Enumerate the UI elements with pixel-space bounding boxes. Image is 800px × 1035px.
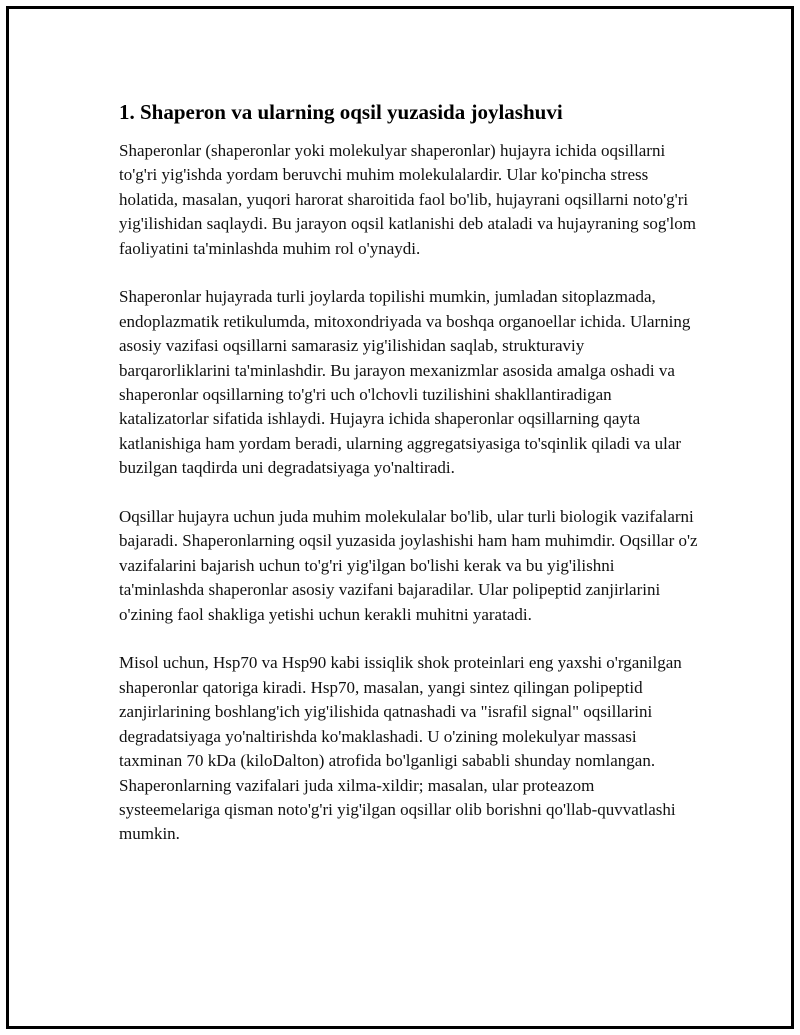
paragraph-4: Misol uchun, Hsp70 va Hsp90 kabi issiqlik shok proteinlari eng yaxshi o'rganilgan shaperonlar qatoriga kiradi. Hsp70, masalan, yangi sintez qilingan polipeptid zanjirlarining boshlang'ich yig'ilishida qatnashadi va "israfil signal" oqsillarini degradatsiyaga yo'naltirishda ko'maklashadi. U o'zining molekulyar massasi taxminan 70 kDa (kiloDalton) atrofida bo'lganligi sababli shunday nomlangan. Shaperonlarning vazifalari juda xilma-xildir; masalan, ular proteazom systeemelariga qisman noto'g'ri yig'ilgan oqsillar olib borishni qo'llab-quvvatlashi mumkin. [119, 653, 682, 844]
paragraph-1: Shaperonlar (shaperonlar yoki molekulyar shaperonlar) hujayra ichida oqsillarni to'g'ri yig'ishda yordam beruvchi muhim molekulalardir. Ular ko'pincha stress holatida, masalan, yuqori harorat sharoitida faol bo'lib, hujayrani oqsillarni noto'g'ri yig'ilishidan saqlaydi. Bu jarayon oqsil katlanishi deb ataladi va hujayraning sog'lom faoliyatini ta'minlashda muhim rol o'ynaydi. [119, 141, 696, 258]
page-frame [6, 6, 794, 1029]
document-body [119, 99, 699, 847]
section-heading: 1. Shaperon va ularning oqsil yuzasida joylashuvi [119, 100, 563, 124]
paragraph-2: Shaperonlar hujayrada turli joylarda topilishi mumkin, jumladan sitoplazmada, endoplazmatik retikulumda, mitoxondriyada va boshqa organoellar ichida. Ularning asosiy vazifasi oqsillarni samarasiz yig'ilishidan saqlab, strukturaviy barqarorliklarini ta'minlashdir. Bu jarayon mexanizmlar asosida amalga oshadi va shaperonlar oqsillarning to'g'ri uch o'lchovli tuzilishini shakllantiradigan katalizatorlar sifatida ishlaydi. Hujayra ichida shaperonlar oqsillarning qayta katlanishiga ham yordam beradi, ularning aggregatsiyasiga to'sqinlik qiladi va ular buzilgan taqdirda uni degradatsiyaga yo'naltiradi. [119, 287, 691, 478]
paragraph-3: Oqsillar hujayra uchun juda muhim molekulalar bo'lib, ular turli biologik vazifalarni bajaradi. Shaperonlarning oqsil yuzasida joylashishi ham ham muhimdir. Oqsillar o'z vazifalarini bajarish uchun to'g'ri yig'ilgan bo'lishi kerak va bu yig'ilishni ta'minlashda shaperonlar asosiy vazifani bajaradilar. Ular polipeptid zanjirlarini o'zining faol shakliga yetishi uchun kerakli muhitni yaratadi. [119, 507, 698, 624]
